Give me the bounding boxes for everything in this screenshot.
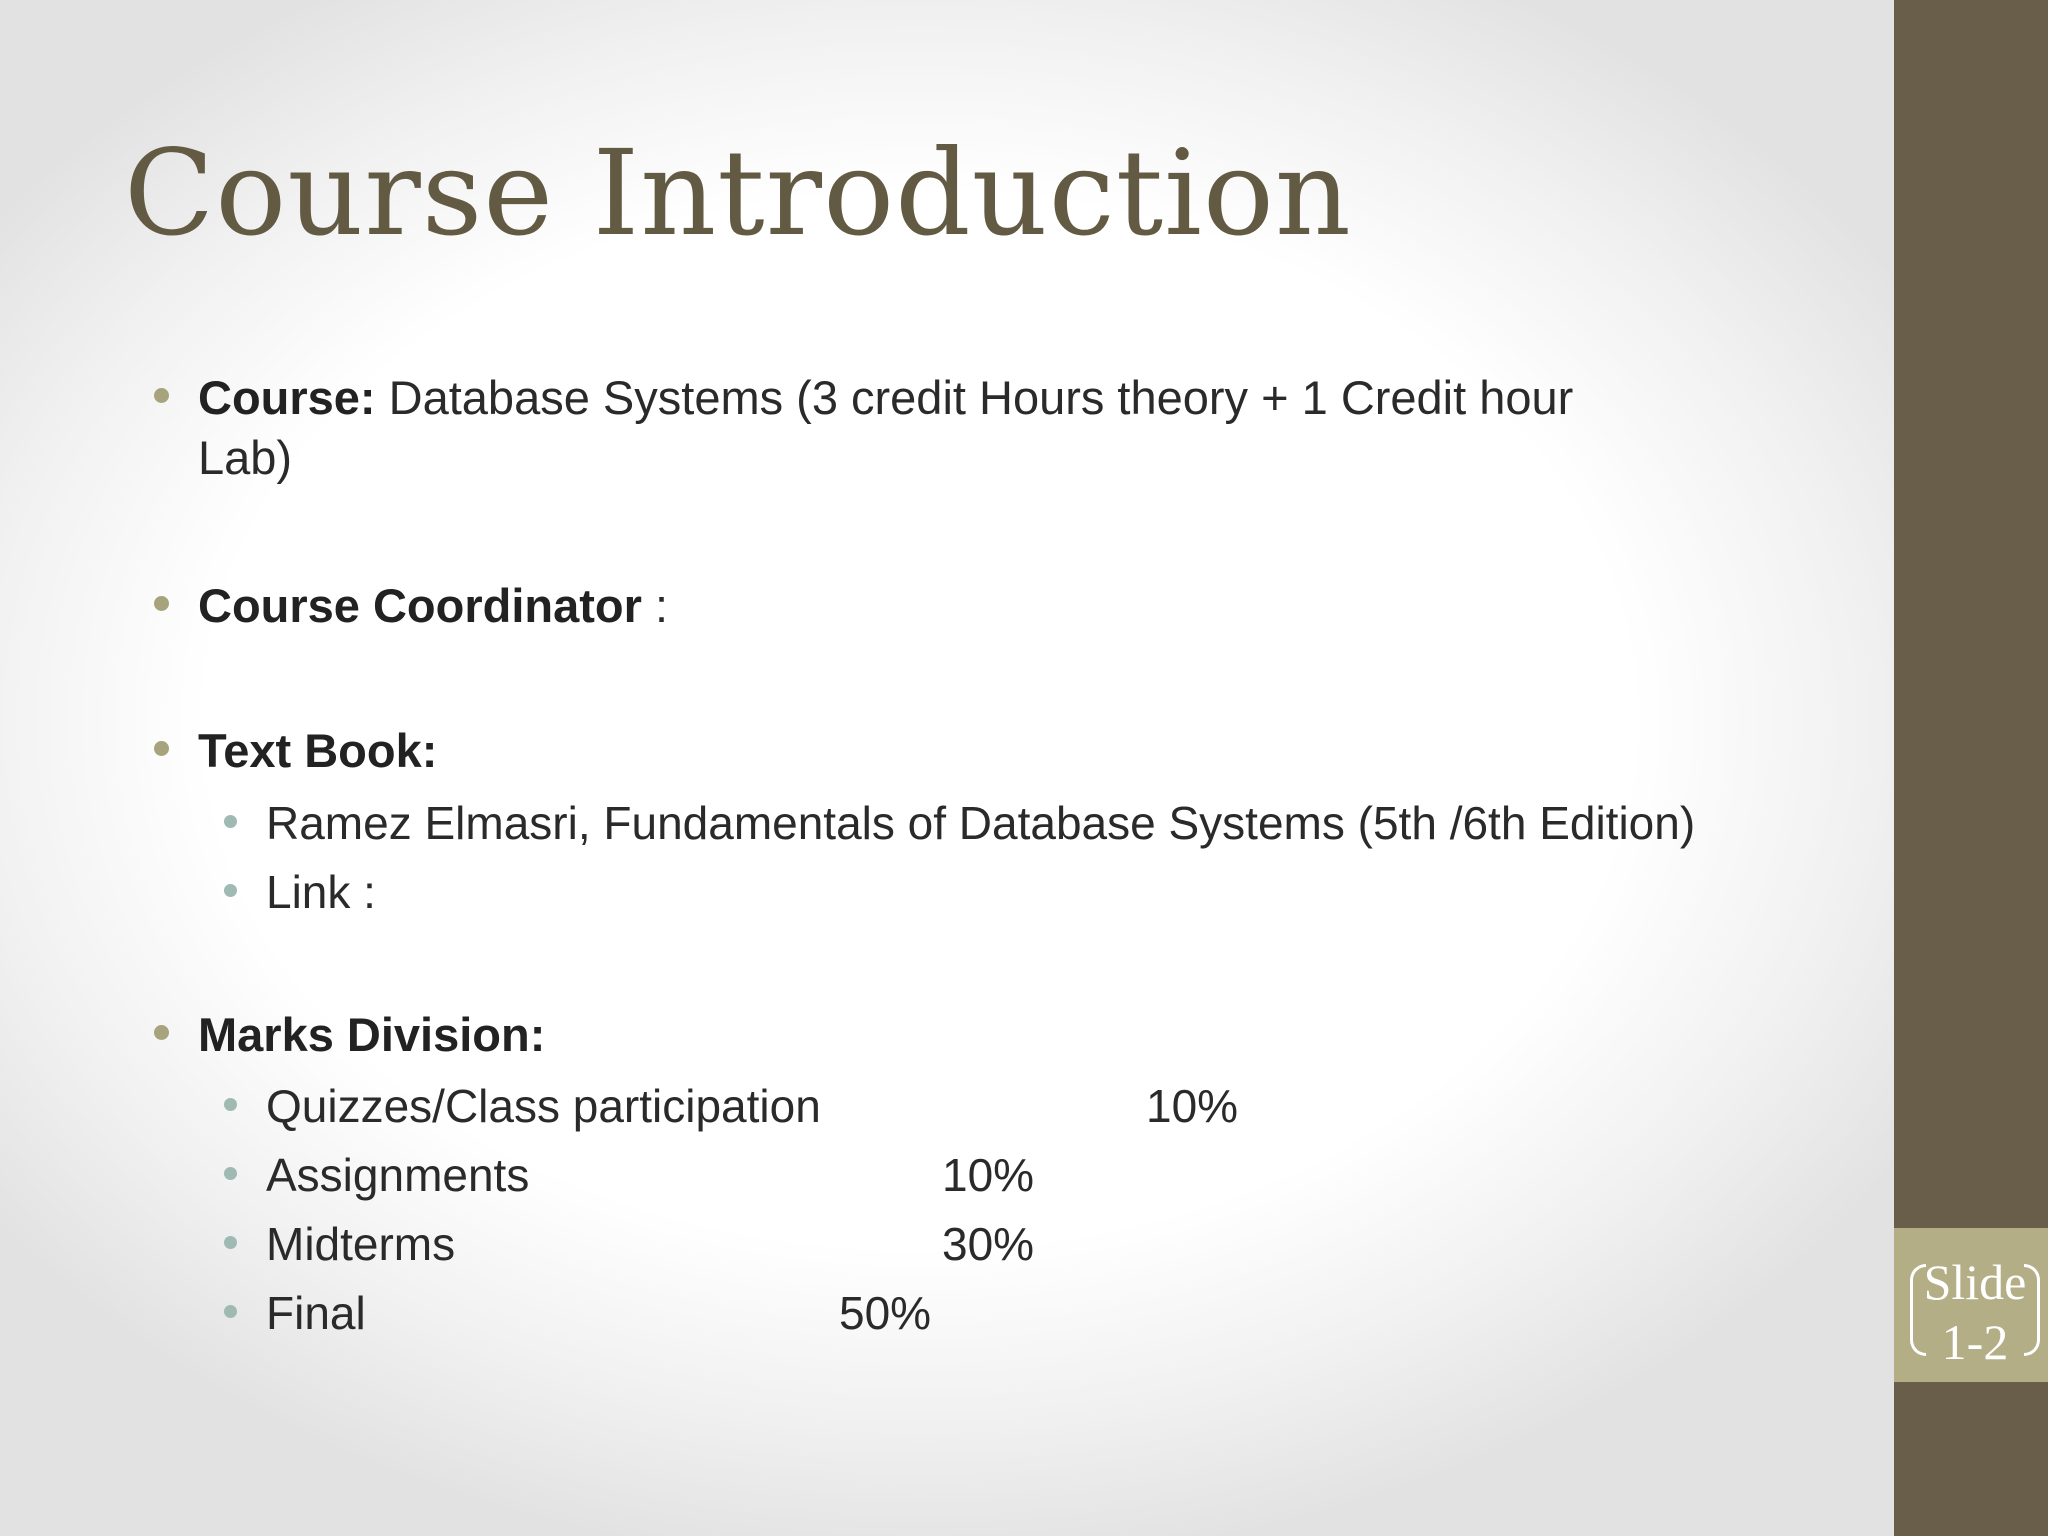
bullet-dot [154,596,169,611]
marks-item-value: 30% [942,1218,1035,1270]
coordinator-text: : [641,579,669,632]
textbook-link-text: Link : [266,866,376,918]
sub-bullet-dot [224,1167,237,1180]
marks-item-value: 10% [1146,1080,1239,1132]
slide-title: Course Introduction [124,124,1352,262]
bullet-dot [154,741,169,756]
sub-bullet-dot [224,1305,237,1318]
marks-item-value: 50% [839,1287,932,1339]
sub-bullet-dot [224,815,237,828]
marks-item-name: Final [266,1287,366,1339]
bullet-dot [154,388,169,403]
sub-bullet-dot [224,1236,237,1249]
bullet-dot [154,1025,169,1040]
marks-item-name: Assignments [266,1149,530,1201]
course-label: Course: [198,371,376,424]
slide-number-line1: Slide [1923,1254,2027,1310]
course-text: Database Systems (3 credit Hours theory + 1 Credit hour [375,371,1574,424]
slide-number-text [1918,1252,2032,1372]
coordinator-label: Course Coordinator [198,579,642,632]
marks-item-name: Midterms [266,1218,456,1270]
textbook-item-text: Ramez Elmasri, Fundamentals of Database Systems (5th /6th Edition) [266,797,1696,849]
slide-number-line2: 1-2 [1941,1314,2009,1370]
sub-bullet-dot [224,884,237,897]
marks-item-name: Quizzes/Class participation [266,1080,821,1132]
slide-number-tag [1894,1228,2048,1382]
textbook-label: Text Book: [198,724,438,777]
marks-item-value: 10% [942,1149,1035,1201]
marks-label: Marks Division: [198,1008,546,1061]
course-text-continued: Lab) [198,431,293,484]
sub-bullet-dot [224,1098,237,1111]
